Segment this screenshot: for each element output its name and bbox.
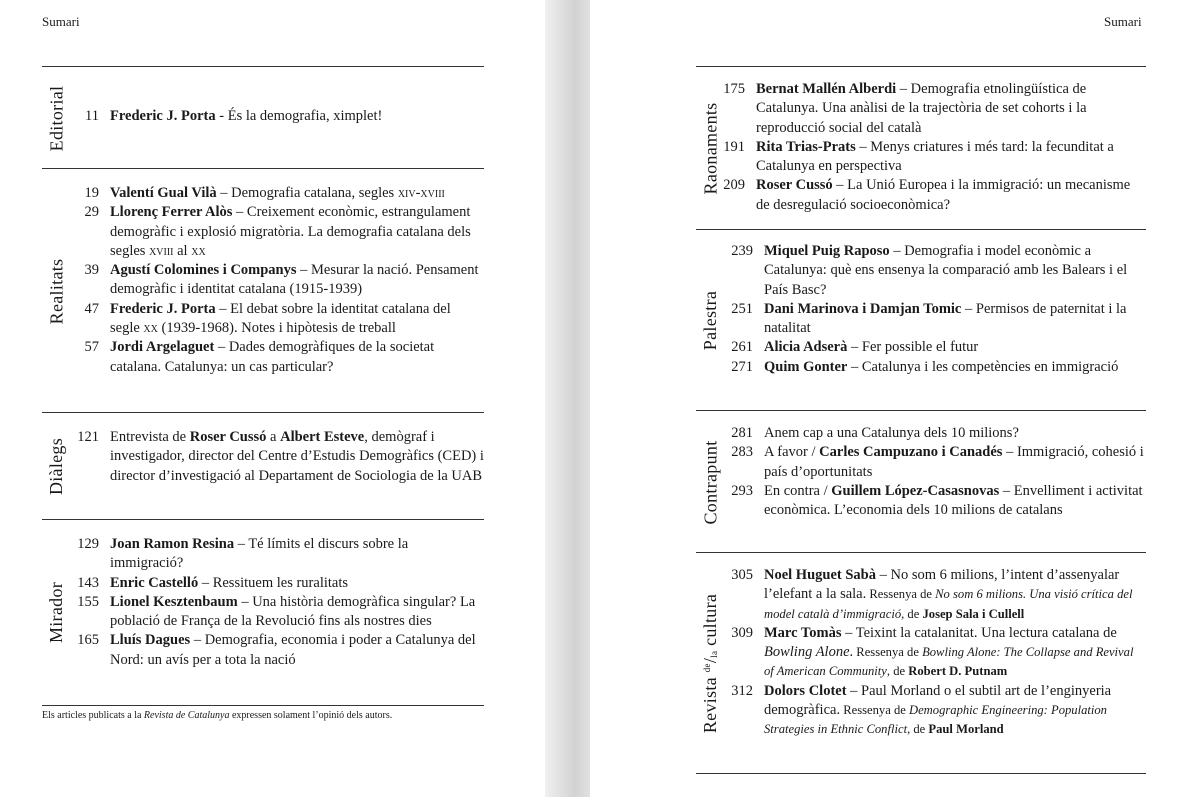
section-realitats	[42, 168, 484, 413]
review-info: Ressenya de Demographic Engineering: Population Strategies in Ethnic Conflict, de Paul Morland	[764, 703, 1107, 737]
toc-entry[interactable]: 11 Frederic J. Porta - És la demografia, ximplet!	[72, 107, 484, 126]
author: Joan Ramon Resina	[110, 536, 235, 552]
article-title: Demografia catalana, segles	[231, 185, 395, 201]
page-number: 312	[731, 682, 753, 699]
running-head-right: Sumari	[1104, 14, 1142, 29]
author: Marc Tomàs	[764, 624, 842, 641]
toc-entry[interactable]: 283 A favor / Carles Campuzano i Canadés – Immigració, cohesió i país d’oportunitats	[726, 443, 1146, 482]
section-dialegs	[42, 412, 484, 520]
toc-entry[interactable]: 19 Valentí Gual Vilà – Demografia catalana, segles xiv-xviii	[72, 184, 484, 203]
page-number: 271	[731, 358, 753, 375]
toc-entry[interactable]	[726, 424, 1146, 443]
article-title: Mesurar la nació. Pensament demogràfic i identitat catalana (1915-1939)	[110, 262, 479, 298]
author: Frederic J. Porta	[110, 108, 216, 124]
article-title: Té límits el discurs sobre la immigració?	[110, 536, 409, 572]
page-number: 283	[731, 444, 753, 461]
article-title: Ressituem les ruralitats	[212, 574, 349, 591]
author: Dani Marinova i Damjan Tomic	[764, 300, 962, 317]
section-label: Diàlegs	[46, 437, 67, 496]
section-label: Realitats	[46, 258, 67, 324]
page-number: 191	[723, 138, 745, 155]
article-title: Demografia, economia i poder a Catalunya del Nord: un avís per a tota la nació	[110, 632, 476, 668]
article-title: Fer possible el futur	[861, 339, 979, 356]
toc-entry[interactable]: 175 Bernat Mallén Alberdi – Demografia etnolingüística de Catalunya. Una anàlisi de la trajectòria de set cohorts i la reproducció social del català	[718, 80, 1146, 138]
page-number: 309	[731, 624, 753, 641]
article-title: Teixint la catalanitat. Una lectura catalana de	[855, 624, 1117, 641]
page-number: 293	[731, 482, 753, 499]
article-title: Demografia i model econòmic a Catalunya: què ens ensenya la comparació amb les Balears i el País Basc?	[764, 243, 1128, 298]
author: Bernat Mallén Alberdi	[756, 81, 897, 97]
section-raonaments	[696, 66, 1146, 230]
page-number: 175	[723, 81, 745, 97]
author: Llorenç Ferrer Alòs	[110, 204, 233, 221]
toc-entry[interactable]: 305 Noel Huguet Sabà – No som 6 milions, l’intent d’assenyalar l’elefant a la sala. Ressenya de No som 6 milions. Una visió crítica del model català d’immigració, de Josep Sala i Cullell	[726, 566, 1146, 624]
author: Roser Cussó	[756, 177, 833, 194]
toc-entry[interactable]: 143 Enric Castelló – Ressituem les ruralitats	[72, 574, 484, 593]
page-number: 251	[731, 300, 753, 317]
page-number: 19	[84, 185, 99, 201]
page-number: 281	[731, 425, 753, 441]
toc-entry[interactable]: 29 Llorenç Ferrer Alòs – Creixement econòmic, estrangulament demogràfic i explosió migratòria. La demografia catalana dels segles xviii al xx	[72, 203, 484, 261]
interviewee: Albert Esteve	[280, 429, 365, 445]
section-editorial	[42, 66, 484, 169]
page-number: 129	[77, 536, 99, 552]
toc-entry[interactable]: 47 Frederic J. Porta – El debat sobre la identitat catalana del segle xx (1939-1968). Notes i hipòtesis de treball	[72, 300, 484, 339]
review-info: Ressenya de No som 6 milions. Una visió crítica del model català d’immigració, de Josep Sala i Cullell	[764, 587, 1133, 621]
author: Alicia Adserà	[764, 339, 848, 356]
article-title: Una història demogràfica singular? La població de França de la Revolució fins als nostres dies	[110, 593, 476, 630]
page-number: 239	[731, 243, 753, 259]
toc-entry[interactable]: 191 Rita Trias-Prats – Menys criatures i més tard: la fecunditat a Catalunya en perspectiva	[718, 138, 1146, 177]
toc-entry[interactable]: 155 Lionel Kesztenbaum – Una història demogràfica singular? La població de França de la Revolució fins als nostres dies	[72, 593, 484, 632]
page-number: 143	[77, 574, 99, 591]
toc-entry[interactable]: 165 Lluís Dagues – Demografia, economia i poder a Catalunya del Nord: un avís per a tota la nació	[72, 631, 484, 670]
page-number: 39	[84, 262, 99, 279]
author: Valentí Gual Vilà	[110, 185, 217, 201]
right-page	[590, 0, 1200, 797]
section-label: Editorial	[46, 85, 67, 151]
page-number: 155	[77, 593, 99, 610]
page-number: 165	[77, 632, 99, 649]
section-contrapunt	[696, 410, 1146, 553]
article-title: Demografia etnolingüística de Catalunya. Una anàlisi de la trajectòria de set cohorts i la reproducció social del català	[756, 81, 1087, 136]
toc-entry[interactable]: 57 Jordi Argelaguet – Dades demogràfiques de la societat catalana. Catalunya: un cas particular?	[72, 338, 484, 377]
article-title: Creixement econòmic, estrangulament demogràfic i explosió migratòria. La demografia catalana dels segles	[110, 204, 471, 259]
toc-entry[interactable]: 312 Dolors Clotet – Paul Morland o el subtil art de l’enginyeria demogràfica. Ressenya de Demographic Engineering: Population Strategies in Ethnic Conflict, de Paul Morland	[726, 682, 1146, 740]
section-mirador	[42, 519, 484, 706]
article-title: El debat sobre la identitat catalana del segle	[110, 300, 451, 337]
page-number: 261	[731, 339, 753, 356]
article-title: Anem cap a una Catalunya dels 10 milions?	[764, 425, 1019, 441]
page-number: 209	[723, 177, 745, 194]
page-number: 11	[85, 108, 99, 124]
running-head-left: Sumari	[42, 14, 80, 29]
page-number: 305	[731, 567, 753, 583]
toc-entry[interactable]: 239 Miquel Puig Raposo – Demografia i model econòmic a Catalunya: què ens ensenya la comparació amb les Balears i el País Basc?	[726, 242, 1146, 300]
author: Jordi Argelaguet	[110, 339, 215, 356]
article-title: La Unió Europea i la immigració: un mecanisme de desregulació socioeconòmica?	[756, 177, 1131, 213]
author: Quim Gonter	[764, 358, 848, 375]
footnote: Els articles publicats a la Revista de Catalunya expressen solament l’opinió dels autors.	[42, 710, 393, 721]
article-title: Catalunya i les competències en immigració	[861, 358, 1119, 375]
section-label: Mirador	[46, 581, 67, 644]
interviewer: Roser Cussó	[189, 429, 267, 445]
author: Lionel Kesztenbaum	[110, 593, 238, 610]
page-number: 57	[84, 339, 99, 356]
section-label: Palestra	[700, 290, 721, 351]
author: Miquel Puig Raposo	[764, 243, 890, 259]
toc-entry[interactable]: 271 Quim Gonter – Catalunya i les competències en immigració	[726, 358, 1146, 377]
toc-entry[interactable]: 129 Joan Ramon Resina – Té límits el discurs sobre la immigració?	[72, 535, 484, 574]
toc-entry[interactable]: 261 Alicia Adserà – Fer possible el futur	[726, 338, 1146, 357]
author: Dolors Clotet	[764, 682, 847, 699]
toc-entry[interactable]: 251 Dani Marinova i Damjan Tomic – Permisos de paternitat i la natalitat	[726, 300, 1146, 339]
article-title: Dades demogràfiques de la societat catalana. Catalunya: un cas particular?	[110, 339, 435, 375]
article-title: Menys criatures i més tard: la fecunditat a Catalunya en perspectiva	[756, 138, 1114, 175]
author: Noel Huguet Sabà	[764, 567, 876, 583]
page-number: 47	[84, 300, 99, 317]
author: Lluís Dagues	[110, 632, 191, 649]
toc-entry[interactable]: 293 En contra / Guillem López-Casasnovas – Envelliment i activitat econòmica. L’economia dels 10 milions de catalans	[726, 482, 1146, 521]
article-title: No som 6 milions, l’intent d’assenyalar l’elefant a la sala.	[764, 567, 1120, 603]
section-palestra	[696, 229, 1146, 411]
section-label: Raonaments	[700, 102, 721, 195]
toc-entry[interactable]: 39 Agustí Colomines i Companys – Mesurar la nació. Pensament demogràfic i identitat catalana (1915-1939)	[72, 261, 484, 300]
article-title: Permisos de paternitat i la natalitat	[764, 300, 1127, 337]
section-label: Revista $^{de}/_{la}$ cultura	[700, 593, 721, 733]
section-revista-de-la-cultura	[696, 552, 1146, 774]
article-title: Paul Morland o el subtil art de l’enginyeria demogràfica.	[764, 682, 1112, 719]
page-number: 121	[77, 429, 99, 445]
author: Rita Trias-Prats	[756, 138, 856, 155]
author: Enric Castelló	[110, 574, 199, 591]
article-title: És la demografia, ximplet!	[227, 108, 383, 124]
author: Guillem López-Casasnovas	[831, 482, 1000, 499]
author: Carles Campuzano i Canadés	[819, 444, 1003, 461]
left-page	[0, 0, 545, 797]
review-info: Ressenya de Bowling Alone: The Collapse and Revival of American Community, de Robert D. Putnam	[764, 645, 1134, 679]
toc-entry[interactable]: 121 Entrevista de Roser Cussó a Albert Esteve, demògraf i investigador, director del Centre d’Estudis Demogràfics (CED) i director d’investigació al Departament de Sociologia de la UAB	[72, 428, 484, 486]
page-number: 29	[84, 204, 99, 221]
toc-entry[interactable]: 309 Marc Tomàs – Teixint la catalanitat. Una lectura catalana de Bowling Alone. Ressenya de Bowling Alone: The Collapse and Revival of American Community, de Robert D. Putnam	[726, 624, 1146, 682]
toc-entry[interactable]: 209 Roser Cussó – La Unió Europea i la immigració: un mecanisme de desregulació socioeconòmica?	[718, 176, 1146, 215]
section-label: Contrapunt	[700, 440, 721, 524]
author: Frederic J. Porta	[110, 300, 216, 317]
author: Agustí Colomines i Companys	[110, 262, 297, 279]
